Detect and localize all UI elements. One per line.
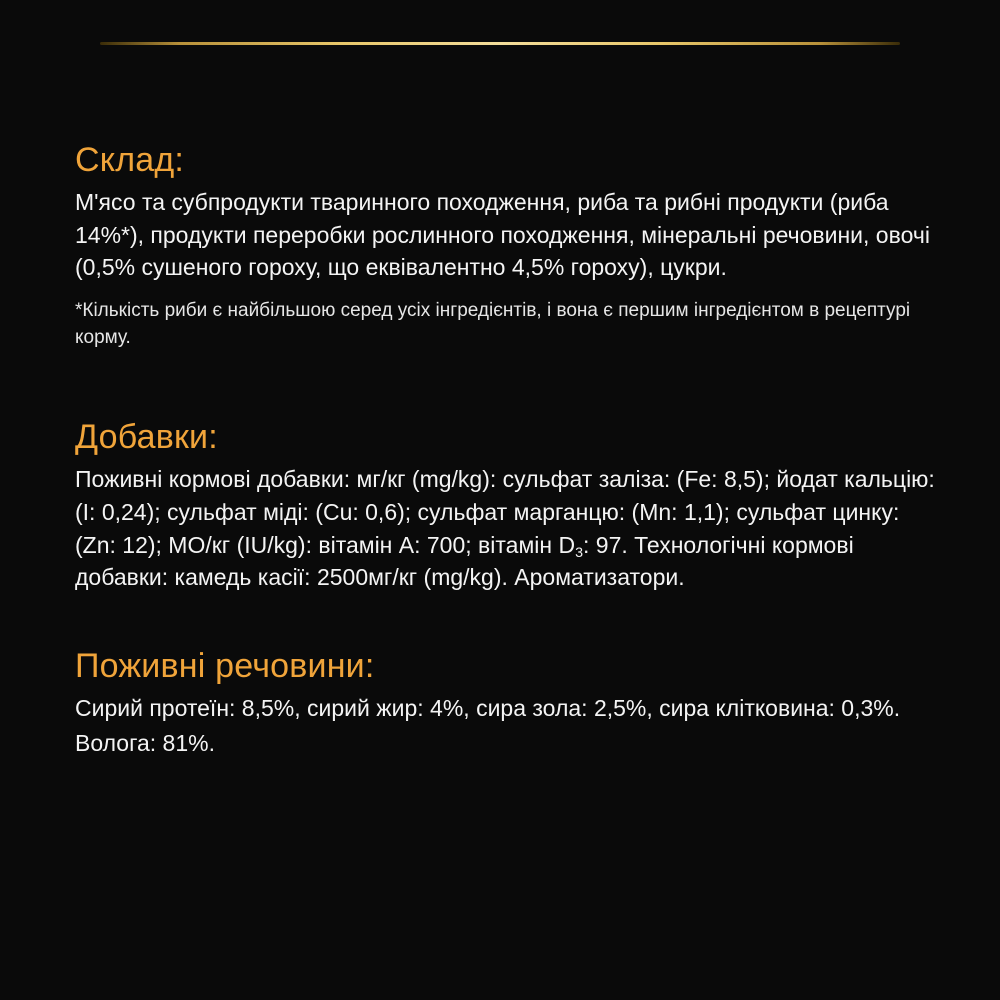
composition-title: Склад:: [75, 141, 185, 179]
label-content: [75, 140, 935, 759]
nutrients-title: Поживні речовини:: [75, 647, 375, 685]
additives-vitamin-d-subscript: 3: [575, 544, 584, 561]
nutrients-line-2: Волога: 81%.: [75, 729, 215, 756]
composition-body: М'ясо та субпродукти тваринного походження, риба та рибні продукти (риба 14%*), продукти переробки рослинного походження, мінеральні речовини, овочі (0,5% сушеного гороху, що еквівалентно 4,5% гороху), цукри.: [75, 189, 930, 281]
top-divider-container: [0, 42, 1000, 45]
nutrients-section: [75, 646, 935, 759]
additives-body-part1: Поживні кормові добавки: мг/кг (mg/kg): сульфат заліза: (Fe: 8,5); йодат кальцію: (I: 0,24); сульфат міді: (Cu: 0,6); сульфат марганцю: (Mn: 1,1); сульфат цинку: (Zn: 12); МО/кг (IU/kg): вітамін A: 700; вітамін D: [75, 466, 935, 558]
composition-footnote: *Кількість риби є найбільшою серед усіх інгредієнтів, і вона є першим інгредієнтом в рецептурі корму.: [75, 300, 911, 348]
additives-title: Добавки:: [75, 418, 218, 457]
composition-section: [75, 140, 935, 351]
additives-body: [75, 463, 935, 594]
additives-section: [75, 417, 935, 594]
nutrients-line-1: Сирий протеїн: 8,5%, сирий жир: 4%, сира зола: 2,5%, сира клітковина: 0,3%.: [75, 695, 901, 722]
additives-body-part2: : 97. Технологічні кормові добавки: камедь касії: 2500мг/кг (mg/kg). Ароматизатори.: [75, 531, 854, 591]
gold-divider-rule: [100, 42, 900, 45]
